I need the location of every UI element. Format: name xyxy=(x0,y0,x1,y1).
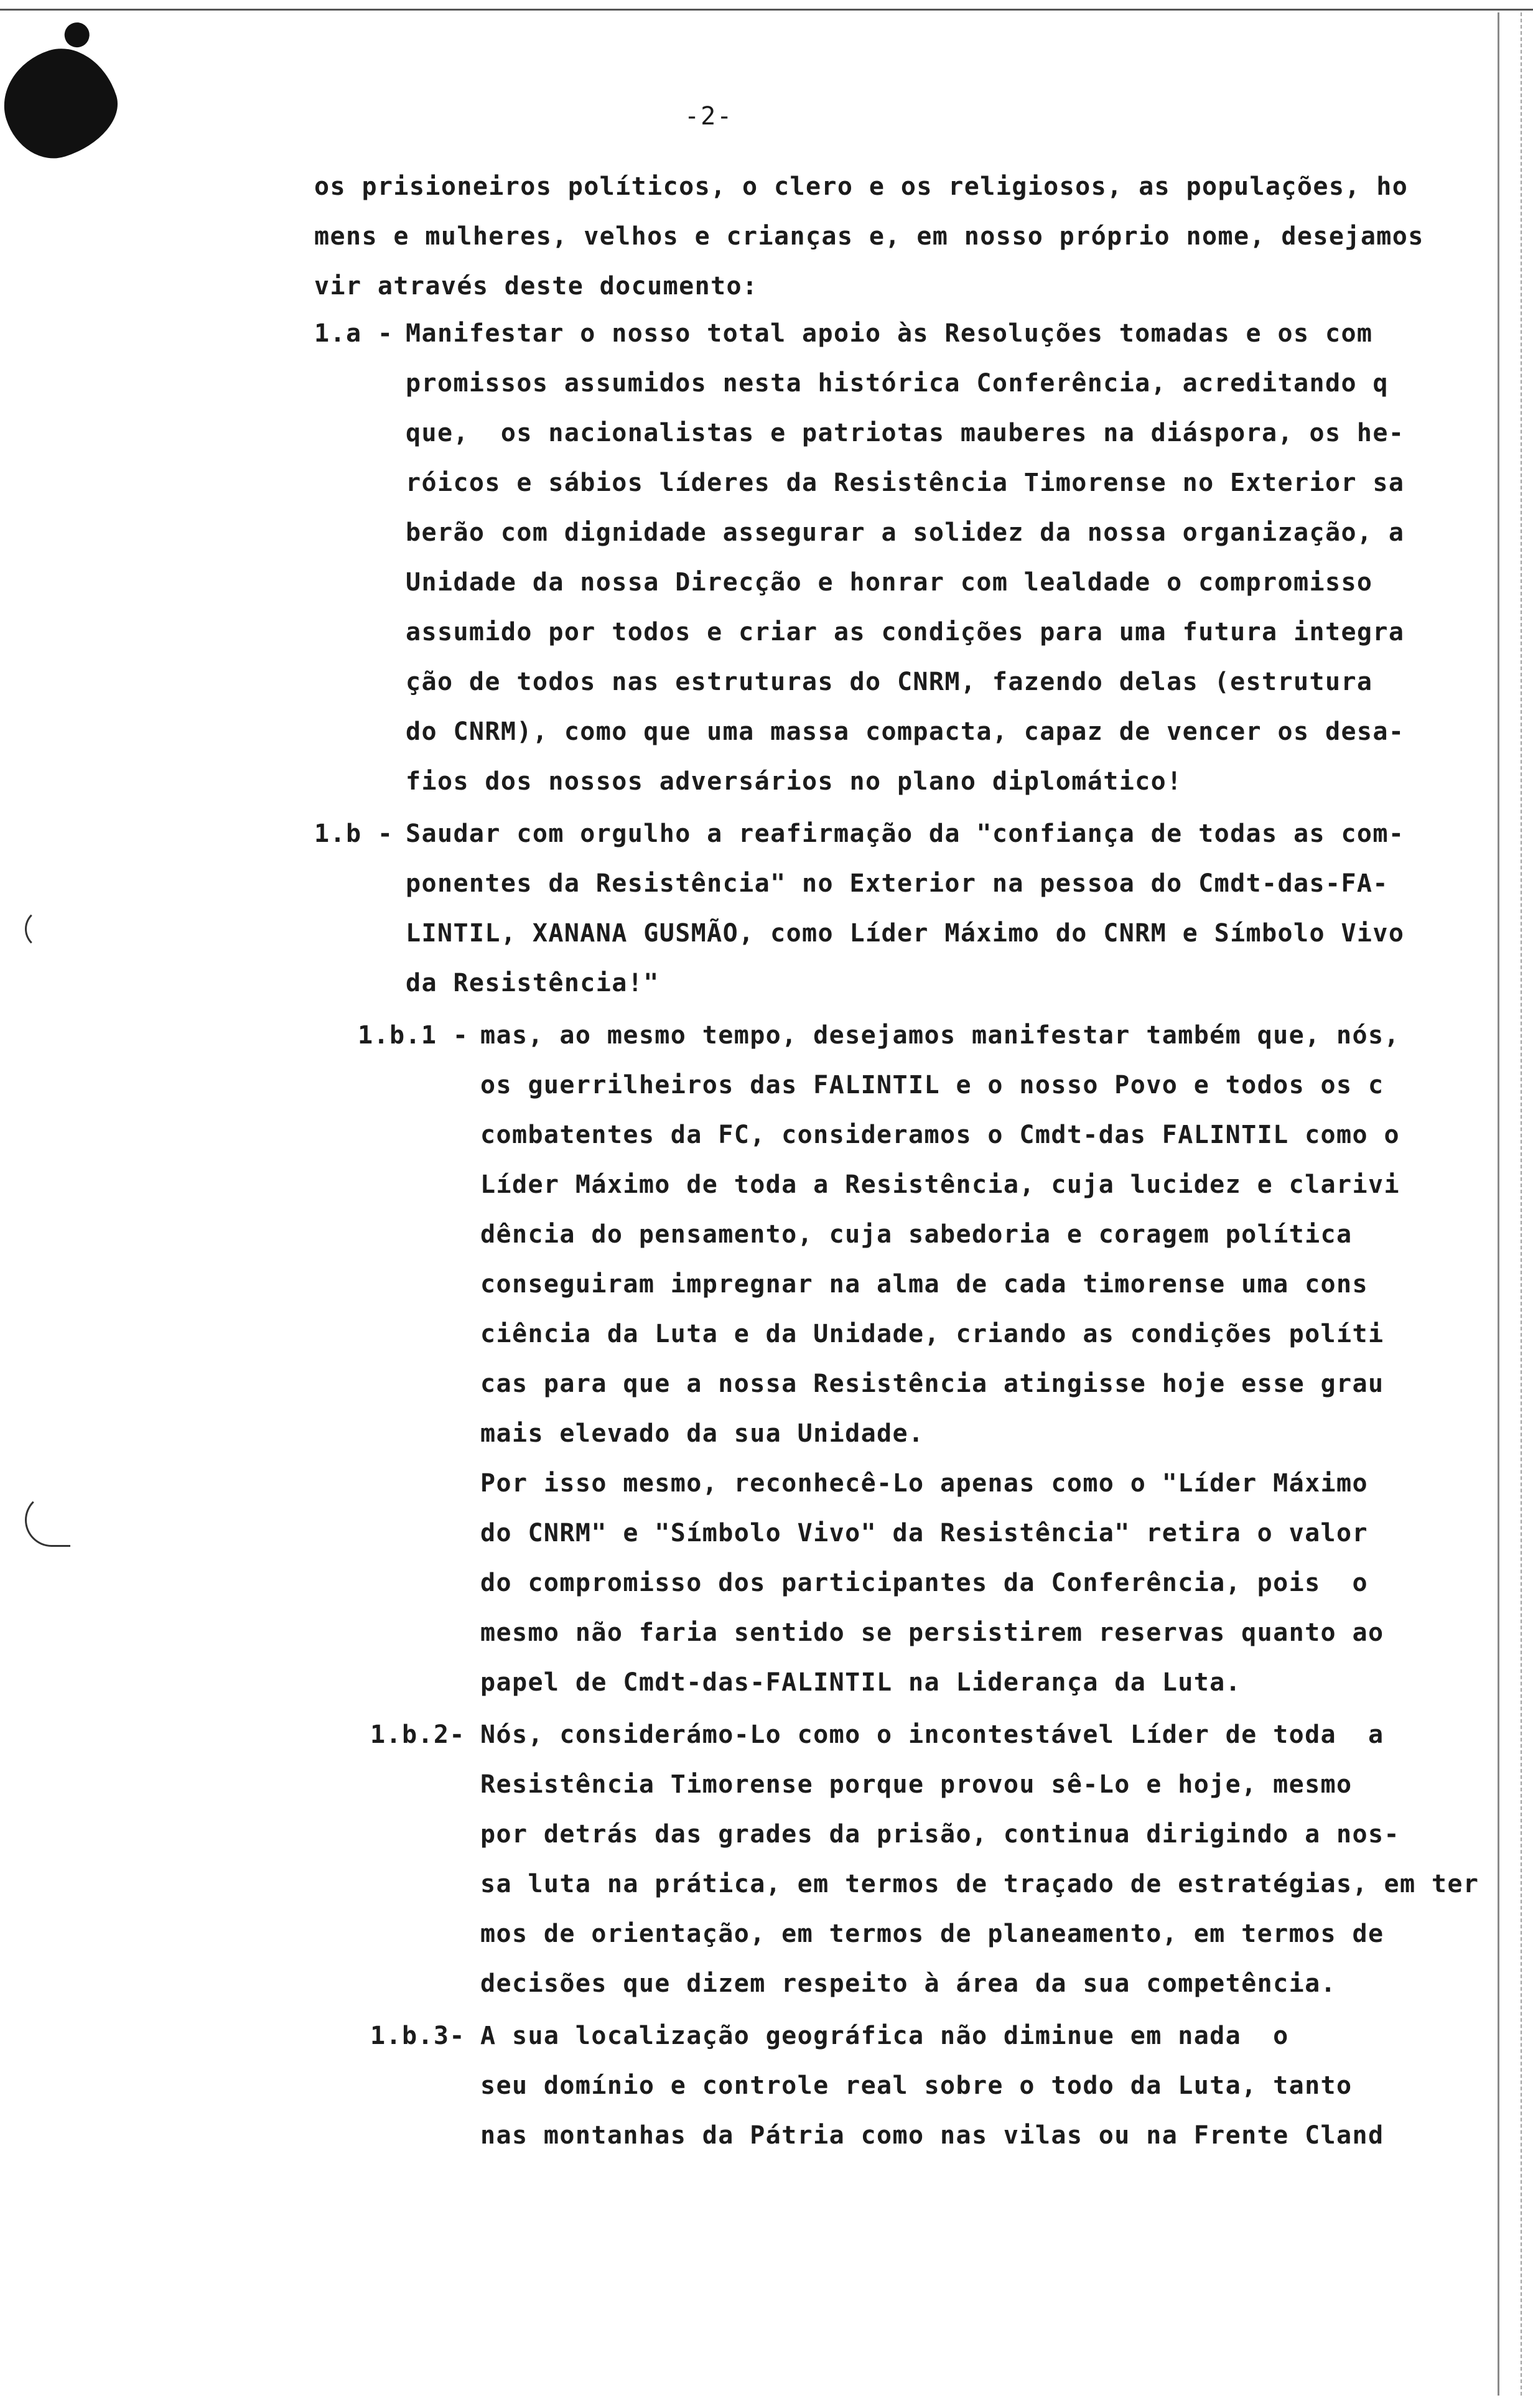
ink-blot xyxy=(0,35,129,170)
paragraph-line: mos de orientação, em termos de planeamento, em termos de xyxy=(480,1920,1384,1948)
paragraph-line: do compromisso dos participantes da Conferência, pois o xyxy=(480,1569,1368,1597)
paragraph-line: LINTIL, XANANA GUSMÃO, como Líder Máximo do CNRM e Símbolo Vivo xyxy=(406,919,1405,948)
paragraph-line: sa luta na prática, em termos de traçado de estratégias, em ter xyxy=(480,1870,1479,1898)
paragraph-line: conseguiram impregnar na alma de cada timorense uma cons xyxy=(480,1270,1368,1299)
paragraph-line: Nós, considerámo-Lo como o incontestável Líder de toda a xyxy=(480,1720,1384,1749)
paragraph-line: berão com dignidade assegurar a solidez da nossa organização, a xyxy=(406,518,1405,547)
paragraph-line: fios dos nossos adversários no plano diplomático! xyxy=(406,767,1183,796)
paragraph-line: nas montanhas da Pátria como nas vilas ou na Frente Cland xyxy=(480,2121,1384,2150)
intro-line: mens e mulheres, velhos e crianças e, em nosso próprio nome, desejamos xyxy=(314,222,1424,251)
paragraph-line: Unidade da nossa Direcção e honrar com lealdade o compromisso xyxy=(406,568,1373,597)
paragraph-line: mais elevado da sua Unidade. xyxy=(480,1419,925,1448)
paragraph-line: Manifestar o nosso total apoio às Resoluções tomadas e os com xyxy=(406,319,1373,348)
paragraph-line: do CNRM" e "Símbolo Vivo" da Resistência" retira o valor xyxy=(480,1519,1368,1547)
paragraph-line: combatentes da FC, consideramos o Cmdt-das FALINTIL como o xyxy=(480,1121,1400,1149)
top-edge-rule xyxy=(0,9,1533,11)
paragraph-line: decisões que dizem respeito à área da sua competência. xyxy=(480,1969,1337,1998)
paragraph-line: Resistência Timorense porque provou sê-Lo e hoje, mesmo xyxy=(480,1770,1353,1799)
margin-bracket-mark xyxy=(25,908,70,950)
paragraph-line: mesmo não faria sentido se persistirem reservas quanto ao xyxy=(480,1618,1384,1647)
paragraph-line: dência do pensamento, cuja sabedoria e coragem política xyxy=(480,1220,1353,1249)
paragraph-line: mas, ao mesmo tempo, desejamos manifestar também que, nós, xyxy=(480,1021,1400,1050)
paragraph-line: por detrás das grades da prisão, continua dirigindo a nos- xyxy=(480,1820,1400,1849)
intro-line: os prisioneiros políticos, o clero e os religiosos, as populações, ho xyxy=(314,172,1409,201)
paragraph-line: Líder Máximo de toda a Resistência, cuja lucidez e clarivi xyxy=(480,1170,1400,1199)
paragraph-line: Por isso mesmo, reconhecê-Lo apenas como o "Líder Máximo xyxy=(480,1469,1368,1498)
section-label-1a: 1.a - xyxy=(314,319,394,348)
section-label-1b2: 1.b.2- xyxy=(370,1720,465,1749)
margin-bracket-mark xyxy=(25,1493,70,1547)
paragraph-line: assumido por todos e criar as condições para uma futura integra xyxy=(406,618,1405,646)
paragraph-line: róicos e sábios líderes da Resistência Timorense no Exterior sa xyxy=(406,469,1405,497)
paragraph-line: ção de todos nas estruturas do CNRM, fazendo delas (estrutura xyxy=(406,668,1373,696)
paragraph-line: ponentes da Resistência" no Exterior na pessoa do Cmdt-das-FA- xyxy=(406,869,1389,898)
paragraph-line: da Resistência!" xyxy=(406,969,659,997)
paragraph-line: Saudar com orgulho a reafirmação da "confiança de todas as com- xyxy=(406,819,1405,848)
paragraph-line: que, os nacionalistas e patriotas mauberes na diáspora, os he- xyxy=(406,419,1405,447)
paragraph-line: os guerrilheiros das FALINTIL e o nosso Povo e todos os c xyxy=(480,1071,1384,1099)
paragraph-line: A sua localização geográfica não diminue em nada o xyxy=(480,2022,1289,2050)
right-binding-edge xyxy=(1498,12,1522,2396)
paragraph-line: promissos assumidos nesta histórica Conferência, acreditando q xyxy=(406,369,1389,398)
paragraph-line: papel de Cmdt-das-FALINTIL na Liderança da Luta. xyxy=(480,1668,1242,1697)
paragraph-line: cas para que a nossa Resistência atingisse hoje esse grau xyxy=(480,1370,1384,1398)
section-label-1b: 1.b - xyxy=(314,819,394,848)
paragraph-line: do CNRM), como que uma massa compacta, capaz de vencer os desa- xyxy=(406,717,1405,746)
page-number: -2- xyxy=(684,102,734,131)
intro-line: vir através deste documento: xyxy=(314,272,758,301)
paragraph-line: seu domínio e controle real sobre o todo da Luta, tanto xyxy=(480,2071,1353,2100)
section-label-1b1: 1.b.1 - xyxy=(358,1021,469,1050)
section-label-1b3: 1.b.3- xyxy=(370,2022,465,2050)
paragraph-line: ciência da Luta e da Unidade, criando as condições políti xyxy=(480,1320,1384,1348)
